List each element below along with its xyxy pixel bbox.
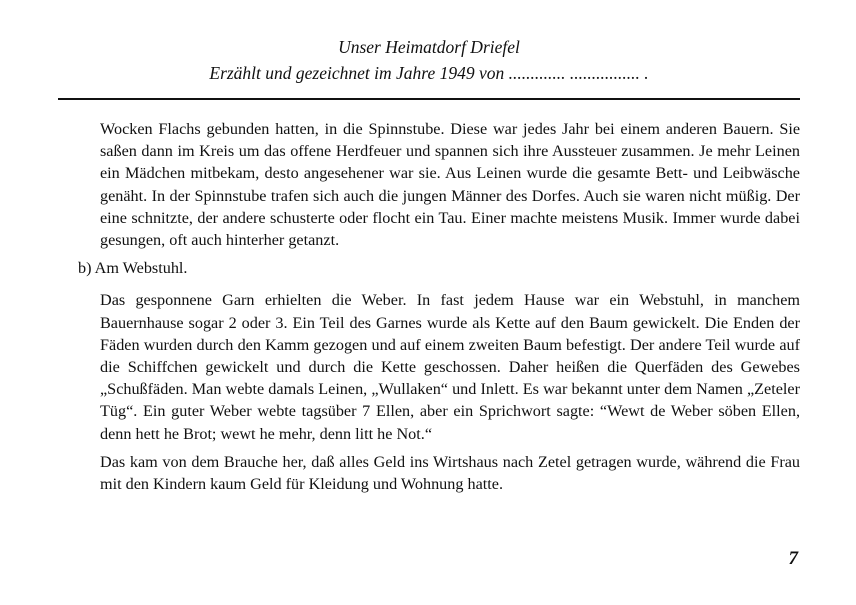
header-divider: [58, 98, 800, 100]
paragraph-spinnstube: Wocken Flachs gebunden hatten, in die Spinnstube. Diese war jedes Jahr bei einem anderen Bauern. Sie saßen dann im Kreis um das offene Herdfeuer und spannen sich ihre Aussteuer zusammen. Je mehr Leinen ein Mädchen mitbekam, desto angesehener war sie. Aus Leinen wurde die gesamte Bett- und Leibwäsche genäht. In der Spinnstube trafen sich auch die jungen Männer des Dorfes. Auch sie waren nicht müßig. Der eine schnitzte, der andere schusterte oder flocht ein Tau. Einer machte meistens Musik. Immer wurde dabei gesungen, oft auch hinterher getanzt.: [100, 120, 800, 250]
page-subtitle: Erzählt und gezeichnet im Jahre 1949 von ............. ................ .: [209, 63, 649, 83]
section-heading-webstuhl: b) Am Webstuhl.: [78, 259, 188, 278]
paragraph-webstuhl: Das gesponnene Garn erhielten die Weber. In fast jedem Hause war ein Webstuhl, in manchem Bauernhause sogar 2 oder 3. Ein Teil des Garnes wurde als Kette auf den Baum gewickelt. Die Enden der Fäden wurden durch den Kamm gezogen und auf einem zweiten Baum befestigt. Der andere Teil wurde auf die Schiffchen gewickelt und durch die Kette geschossen. Daher heißen die Querfäden des Gewebes „Schußfäden. Man webte damals Leinen, „Wullaken“ und Inlett. Es war bekannt unter dem Namen „Zeteler Tüg“. Ein guter Weber webte tagsüber 7 Ellen, aber ein Sprichwort sagte: “Wewt de Weber söben Ellen, denn hett he Brot; wewt he mehr, denn litt he Not.“: [100, 291, 800, 443]
page-header: [58, 34, 800, 86]
paragraph-brauch: Das kam von dem Brauche her, daß alles Geld ins Wirtshaus nach Zetel getragen wurde, während die Frau mit den Kindern kaum Geld für Kleidung und Wohnung hatte.: [100, 452, 800, 494]
page-number: 7: [788, 548, 798, 569]
document-body: [78, 118, 800, 501]
page-title: Unser Heimatdorf Driefel: [338, 37, 520, 57]
